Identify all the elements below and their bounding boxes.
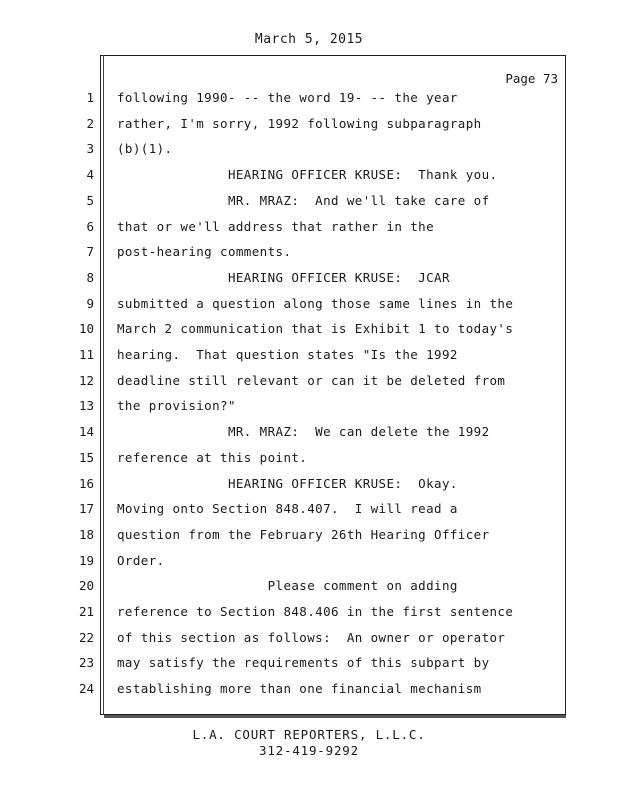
line-number: 15	[78, 449, 94, 465]
transcript-line	[0, 424, 618, 450]
line-text: rather, I'm sorry, 1992 following subparagraph	[117, 115, 482, 131]
line-number: 9	[86, 295, 94, 311]
frame-bottom-rule	[104, 715, 566, 718]
transcript-line	[0, 450, 618, 476]
line-text: March 2 communication that is Exhibit 1 to today's	[117, 321, 514, 337]
line-text: HEARING OFFICER KRUSE: Okay.	[117, 475, 458, 491]
line-text: post-hearing comments.	[117, 244, 292, 260]
line-text: establishing more than one financial mechanism	[117, 681, 482, 697]
footer-phone: 312-419-9292	[259, 743, 359, 758]
line-number: 20	[78, 578, 94, 594]
line-number: 1	[86, 90, 94, 105]
transcript-line	[0, 398, 618, 424]
transcript-line	[0, 219, 618, 245]
transcript-line	[0, 501, 618, 527]
line-text: (b)(1).	[117, 141, 173, 157]
line-text: Please comment on adding	[117, 578, 458, 594]
line-number: 14	[78, 424, 94, 440]
line-number: 24	[78, 681, 94, 697]
transcript-line	[0, 527, 618, 553]
line-number: 23	[78, 655, 94, 671]
line-number: 17	[78, 501, 94, 517]
line-text: reference at this point.	[117, 449, 308, 465]
transcript-line	[0, 270, 618, 296]
line-text: following 1990- -- the word 19- -- the year	[117, 90, 458, 105]
line-text: HEARING OFFICER KRUSE: JCAR	[117, 269, 450, 285]
line-text: submitted a question along those same lines in the	[117, 295, 514, 311]
line-number: 3	[86, 141, 94, 157]
line-number: 6	[86, 218, 94, 234]
line-text: Order.	[117, 552, 165, 568]
transcript-line	[0, 193, 618, 219]
transcript-line	[0, 578, 618, 604]
line-text: of this section as follows: An owner or operator	[117, 629, 506, 645]
transcript-line	[0, 90, 618, 116]
line-number: 10	[78, 321, 94, 337]
transcript-line	[0, 681, 618, 707]
line-text: question from the February 26th Hearing Officer	[117, 526, 490, 542]
transcript-line	[0, 553, 618, 579]
line-number: 2	[86, 115, 94, 131]
line-text: may satisfy the requirements of this subpart by	[117, 655, 490, 671]
line-text: MR. MRAZ: We can delete the 1992	[117, 424, 490, 440]
line-text: the provision?"	[117, 398, 236, 414]
transcript-line	[0, 167, 618, 193]
line-text: MR. MRAZ: And we'll take care of	[117, 192, 490, 208]
transcript-line	[0, 296, 618, 322]
header-date: March 5, 2015	[254, 32, 364, 47]
line-text: deadline still relevant or can it be deleted from	[117, 372, 506, 388]
line-number: 22	[78, 629, 94, 645]
transcript-line	[0, 116, 618, 142]
page-number-label: Page 73	[505, 71, 558, 86]
transcript-line	[0, 630, 618, 656]
transcript-line	[0, 244, 618, 270]
line-number: 16	[78, 475, 94, 491]
line-text: HEARING OFFICER KRUSE: Thank you.	[117, 167, 498, 183]
transcript-line	[0, 347, 618, 373]
line-text: reference to Section 848.406 in the first sentence	[117, 604, 514, 619]
line-number: 8	[86, 269, 94, 285]
line-number: 7	[86, 244, 94, 260]
footer-company: L.A. COURT REPORTERS, L.L.C.	[192, 727, 426, 742]
line-text: that or we'll address that rather in the	[117, 218, 435, 234]
line-number: 12	[78, 372, 94, 388]
transcript-line	[0, 141, 618, 167]
transcript-line	[0, 373, 618, 399]
line-number: 19	[78, 552, 94, 568]
line-number: 13	[78, 398, 94, 414]
line-number: 5	[86, 192, 94, 208]
line-number: 11	[78, 347, 94, 362]
transcript-line	[0, 604, 618, 630]
transcript-line	[0, 476, 618, 502]
line-text: hearing. That question states "Is the 1992	[117, 347, 458, 362]
line-number: 18	[78, 526, 94, 542]
line-text: Moving onto Section 848.407. I will read a	[117, 501, 458, 517]
line-number: 4	[86, 167, 94, 183]
transcript-line	[0, 321, 618, 347]
transcript-line	[0, 655, 618, 681]
line-number: 21	[78, 604, 94, 619]
